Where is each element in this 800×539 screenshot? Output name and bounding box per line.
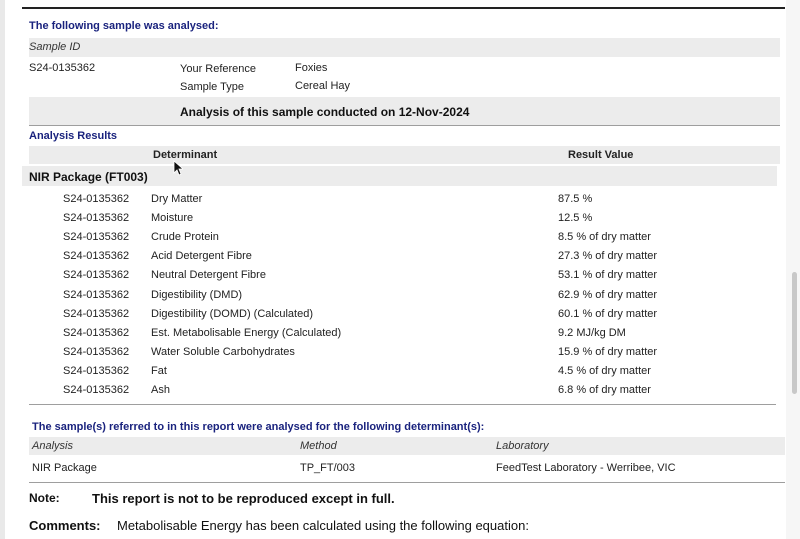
- row-determinant: Crude Protein: [151, 231, 219, 243]
- col-method-header: Method: [300, 440, 337, 452]
- sample-id-value: S24-0135362: [29, 62, 96, 74]
- method-analysis-value: NIR Package: [32, 462, 97, 474]
- methods-header-bar: [29, 437, 785, 455]
- results-title: Analysis Results: [29, 130, 118, 142]
- table-row: [0, 269, 780, 285]
- row-determinant: Neutral Detergent Fibre: [151, 269, 266, 281]
- row-result-value: 53.1 % of dry matter: [558, 269, 658, 281]
- sample-section-rule: [29, 125, 780, 126]
- row-sample-id: S24-0135362: [63, 193, 130, 205]
- row-result-value: 62.9 % of dry matter: [558, 289, 658, 301]
- sample-section-title: The following sample was analysed:: [29, 20, 219, 32]
- comments-text: Metabolisable Energy has been calculated using the following equation:: [117, 518, 529, 533]
- sample-id-header-bar: [29, 38, 780, 57]
- row-result-value: 6.8 % of dry matter: [558, 384, 651, 396]
- col-analysis-header: Analysis: [32, 440, 73, 452]
- methods-title: The sample(s) referred to in this report were analysed for the following determinant(s):: [32, 421, 485, 433]
- analysis-date-text: Analysis of this sample conducted on 12-Nov-2024: [180, 105, 470, 119]
- table-row: [0, 231, 780, 247]
- row-sample-id: S24-0135362: [63, 289, 130, 301]
- method-laboratory-value: FeedTest Laboratory - Werribee, VIC: [496, 462, 676, 474]
- comments-label: Comments:: [29, 518, 101, 533]
- row-determinant: Est. Metabolisable Energy (Calculated): [151, 327, 342, 339]
- analysis-date-bar: [29, 97, 780, 125]
- table-row: [0, 327, 780, 343]
- row-sample-id: S24-0135362: [63, 231, 130, 243]
- method-code-value: TP_FT/003: [300, 462, 356, 474]
- top-divider: [22, 7, 785, 9]
- vertical-scrollbar[interactable]: [786, 0, 800, 539]
- results-header-bar: [29, 146, 780, 164]
- row-determinant: Acid Detergent Fibre: [151, 250, 252, 262]
- sample-type-label: Sample Type: [180, 81, 245, 93]
- results-bottom-rule: [29, 404, 776, 405]
- your-reference-label: Your Reference: [180, 63, 257, 75]
- note-label: Note:: [29, 491, 60, 505]
- package-label: NIR Package (FT003): [29, 170, 148, 184]
- row-determinant: Dry Matter: [151, 193, 203, 205]
- table-row: [0, 193, 780, 209]
- row-determinant: Fat: [151, 365, 167, 377]
- col-determinant-header: Determinant: [153, 149, 218, 161]
- row-sample-id: S24-0135362: [63, 327, 130, 339]
- package-bar: [22, 166, 777, 186]
- sample-id-label: Sample ID: [29, 41, 81, 53]
- row-result-value: 15.9 % of dry matter: [558, 346, 658, 358]
- row-sample-id: S24-0135362: [63, 365, 130, 377]
- table-row: [0, 308, 780, 324]
- row-sample-id: S24-0135362: [63, 212, 130, 224]
- your-reference-value: Foxies: [295, 62, 328, 74]
- row-result-value: 9.2 MJ/kg DM: [558, 327, 626, 339]
- row-result-value: 87.5 %: [558, 193, 593, 205]
- row-determinant: Digestibility (DOMD) (Calculated): [151, 308, 313, 320]
- note-text: This report is not to be reproduced except in full.: [92, 491, 395, 506]
- row-determinant: Moisture: [151, 212, 194, 224]
- row-result-value: 60.1 % of dry matter: [558, 308, 658, 320]
- table-row: [0, 384, 780, 400]
- table-row: [0, 365, 780, 381]
- scrollbar-thumb[interactable]: [792, 272, 797, 394]
- table-row: [0, 250, 780, 266]
- row-result-value: 12.5 %: [558, 212, 593, 224]
- mouse-pointer-icon: [173, 160, 183, 176]
- table-row: [0, 346, 780, 362]
- row-sample-id: S24-0135362: [63, 384, 130, 396]
- row-sample-id: S24-0135362: [63, 346, 130, 358]
- row-sample-id: S24-0135362: [63, 250, 130, 262]
- row-result-value: 4.5 % of dry matter: [558, 365, 651, 377]
- col-laboratory-header: Laboratory: [496, 440, 549, 452]
- col-result-header: Result Value: [568, 149, 634, 161]
- row-determinant: Digestibility (DMD): [151, 289, 243, 301]
- row-result-value: 27.3 % of dry matter: [558, 250, 658, 262]
- row-sample-id: S24-0135362: [63, 269, 130, 281]
- row-sample-id: S24-0135362: [63, 308, 130, 320]
- methods-bottom-rule: [29, 482, 785, 483]
- sample-type-value: Cereal Hay: [295, 80, 351, 92]
- row-determinant: Water Soluble Carbohydrates: [151, 346, 295, 358]
- table-row: [0, 212, 780, 228]
- row-result-value: 8.5 % of dry matter: [558, 231, 651, 243]
- row-determinant: Ash: [151, 384, 170, 396]
- table-row: [0, 289, 780, 305]
